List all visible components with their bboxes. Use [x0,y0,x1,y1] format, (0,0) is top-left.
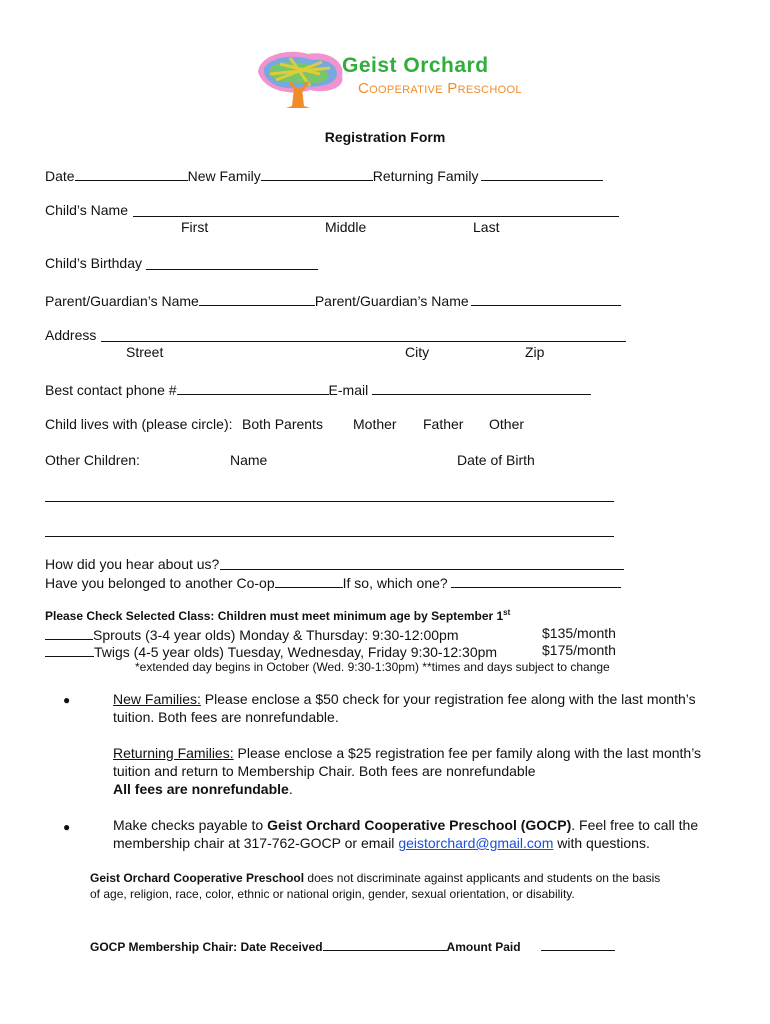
sprouts-price: $135/month [542,625,616,641]
other-children-line-1[interactable] [45,501,614,502]
amount-paid-field[interactable] [541,950,615,951]
other-children-label: Other Children: [45,452,140,468]
parent2-label: Parent/Guardian’s Name [314,293,469,309]
returning-family-label: Returning Family [372,168,479,184]
last-label: Last [473,219,500,235]
contact-row [45,380,368,398]
lives-with-label: Child lives with (please circle): [45,416,233,432]
checks-text-2a: membership chair at 317-762-GOCP or email [113,835,399,851]
option-both-parents[interactable]: Both Parents [242,416,323,432]
checks-text-2b: with questions. [553,835,650,851]
new-family-label: New Family [187,168,261,184]
policy-text-2: of age, religion, race, color, ethnic or national origin, gender, sexual orientation, or disability. [90,887,575,901]
checks-payee: Geist Orchard Cooperative Preschool (GOCP) [267,817,572,833]
coop-field[interactable] [275,573,343,588]
other-children-line-2[interactable] [45,536,614,537]
new-families-text-1: Please enclose a $50 check for your registration fee along with the last month’s [200,691,696,707]
coop-row [45,573,448,591]
parent2-field[interactable] [471,305,621,306]
zip-label: Zip [525,344,545,360]
class-heading-sup: st [503,608,511,617]
phone-field[interactable] [177,380,329,395]
hear-field[interactable] [220,569,624,570]
twigs-checkbox[interactable] [45,642,94,657]
date-received-label: GOCP Membership Chair: Date Received [90,940,323,954]
childs-name-field[interactable] [133,216,619,217]
amount-paid-label: Amount Paid [446,940,521,954]
email-link[interactable]: geistorchard@gmail.com [398,835,554,851]
email-field[interactable] [372,394,591,395]
class-heading [45,608,510,623]
org-name: Geist Orchard [342,54,489,77]
parent1-label: Parent/Guardian’s Name [45,293,199,309]
returning-families-text [113,744,713,798]
email-label: E-mail [328,382,369,398]
option-mother[interactable]: Mother [353,416,397,432]
new-families-label: New Families: [113,691,201,707]
date-received-field[interactable] [323,938,447,951]
checks-text [113,816,713,852]
sprouts-label: Sprouts (3-4 year olds) Monday & Thursday: 9:30-12:00pm [93,627,459,643]
twigs-row [45,642,497,660]
policy-text [90,870,710,902]
returning-family-field[interactable] [481,180,603,181]
date-label: Date [45,168,75,184]
logo [250,44,520,110]
bullet-1: ● [63,693,71,707]
page-title: Registration Form [324,129,446,145]
middle-label: Middle [325,219,367,235]
returning-families-label: Returning Families: [113,745,234,761]
twigs-price: $175/month [542,642,616,658]
class-note: *extended day begins in October (Wed. 9:30-1:30pm) **times and days subject to change [135,660,610,674]
childs-birthday-label: Child’s Birthday [45,255,143,271]
org-subtitle: Cooperative Preschool [358,80,522,97]
policy-org-name: Geist Orchard Cooperative Preschool [90,871,305,885]
policy-text-1: does not discriminate against applicants and students on the basis [304,871,661,885]
all-fees-nonrefundable: All fees are nonrefundable [113,781,289,797]
street-label: Street [126,344,164,360]
checks-text-1c: . Feel free to call the [571,817,699,833]
date-field[interactable] [75,166,188,181]
address-field[interactable] [101,341,626,342]
returning-families-text-1: Please enclose a $25 registration fee per family along with the last month’s [233,745,702,761]
dob-column-label: Date of Birth [457,452,535,468]
bullet-2: ● [63,820,71,834]
new-families-text [113,690,713,726]
which-label: If so, which one? [342,575,448,591]
hear-label: How did you hear about us? [45,556,220,572]
phone-label: Best contact phone # [45,382,177,398]
parent1-field[interactable] [199,291,315,306]
returning-families-text-2: tuition and return to Membership Chair. Both fees are nonrefundable [113,763,536,779]
childs-name-label: Child’s Name [45,202,128,218]
date-row [45,166,479,184]
tree-logo-icon [250,44,350,110]
new-families-text-2: tuition. Both fees are nonrefundable. [113,709,339,725]
first-label: First [181,219,209,235]
address-label: Address [45,327,97,343]
which-field[interactable] [451,587,621,588]
twigs-label: Twigs (4-5 year olds) Tuesday, Wednesday, Friday 9:30-12:30pm [94,644,498,660]
sprouts-checkbox[interactable] [45,625,93,640]
city-label: City [405,344,430,360]
name-column-label: Name [230,452,268,468]
new-family-field[interactable] [261,166,373,181]
checks-text-1a: Make checks payable to [113,817,268,833]
class-heading-text: Please Check Selected Class: Children must meet minimum age by September 1 [45,609,504,623]
sprouts-row [45,625,458,643]
childs-birthday-field[interactable] [146,269,318,270]
all-fees-period: . [288,781,293,797]
parent-row [45,291,469,309]
option-father[interactable]: Father [423,416,464,432]
coop-label: Have you belonged to another Co-op [45,575,275,591]
option-other[interactable]: Other [489,416,525,432]
footer-row [90,938,521,954]
